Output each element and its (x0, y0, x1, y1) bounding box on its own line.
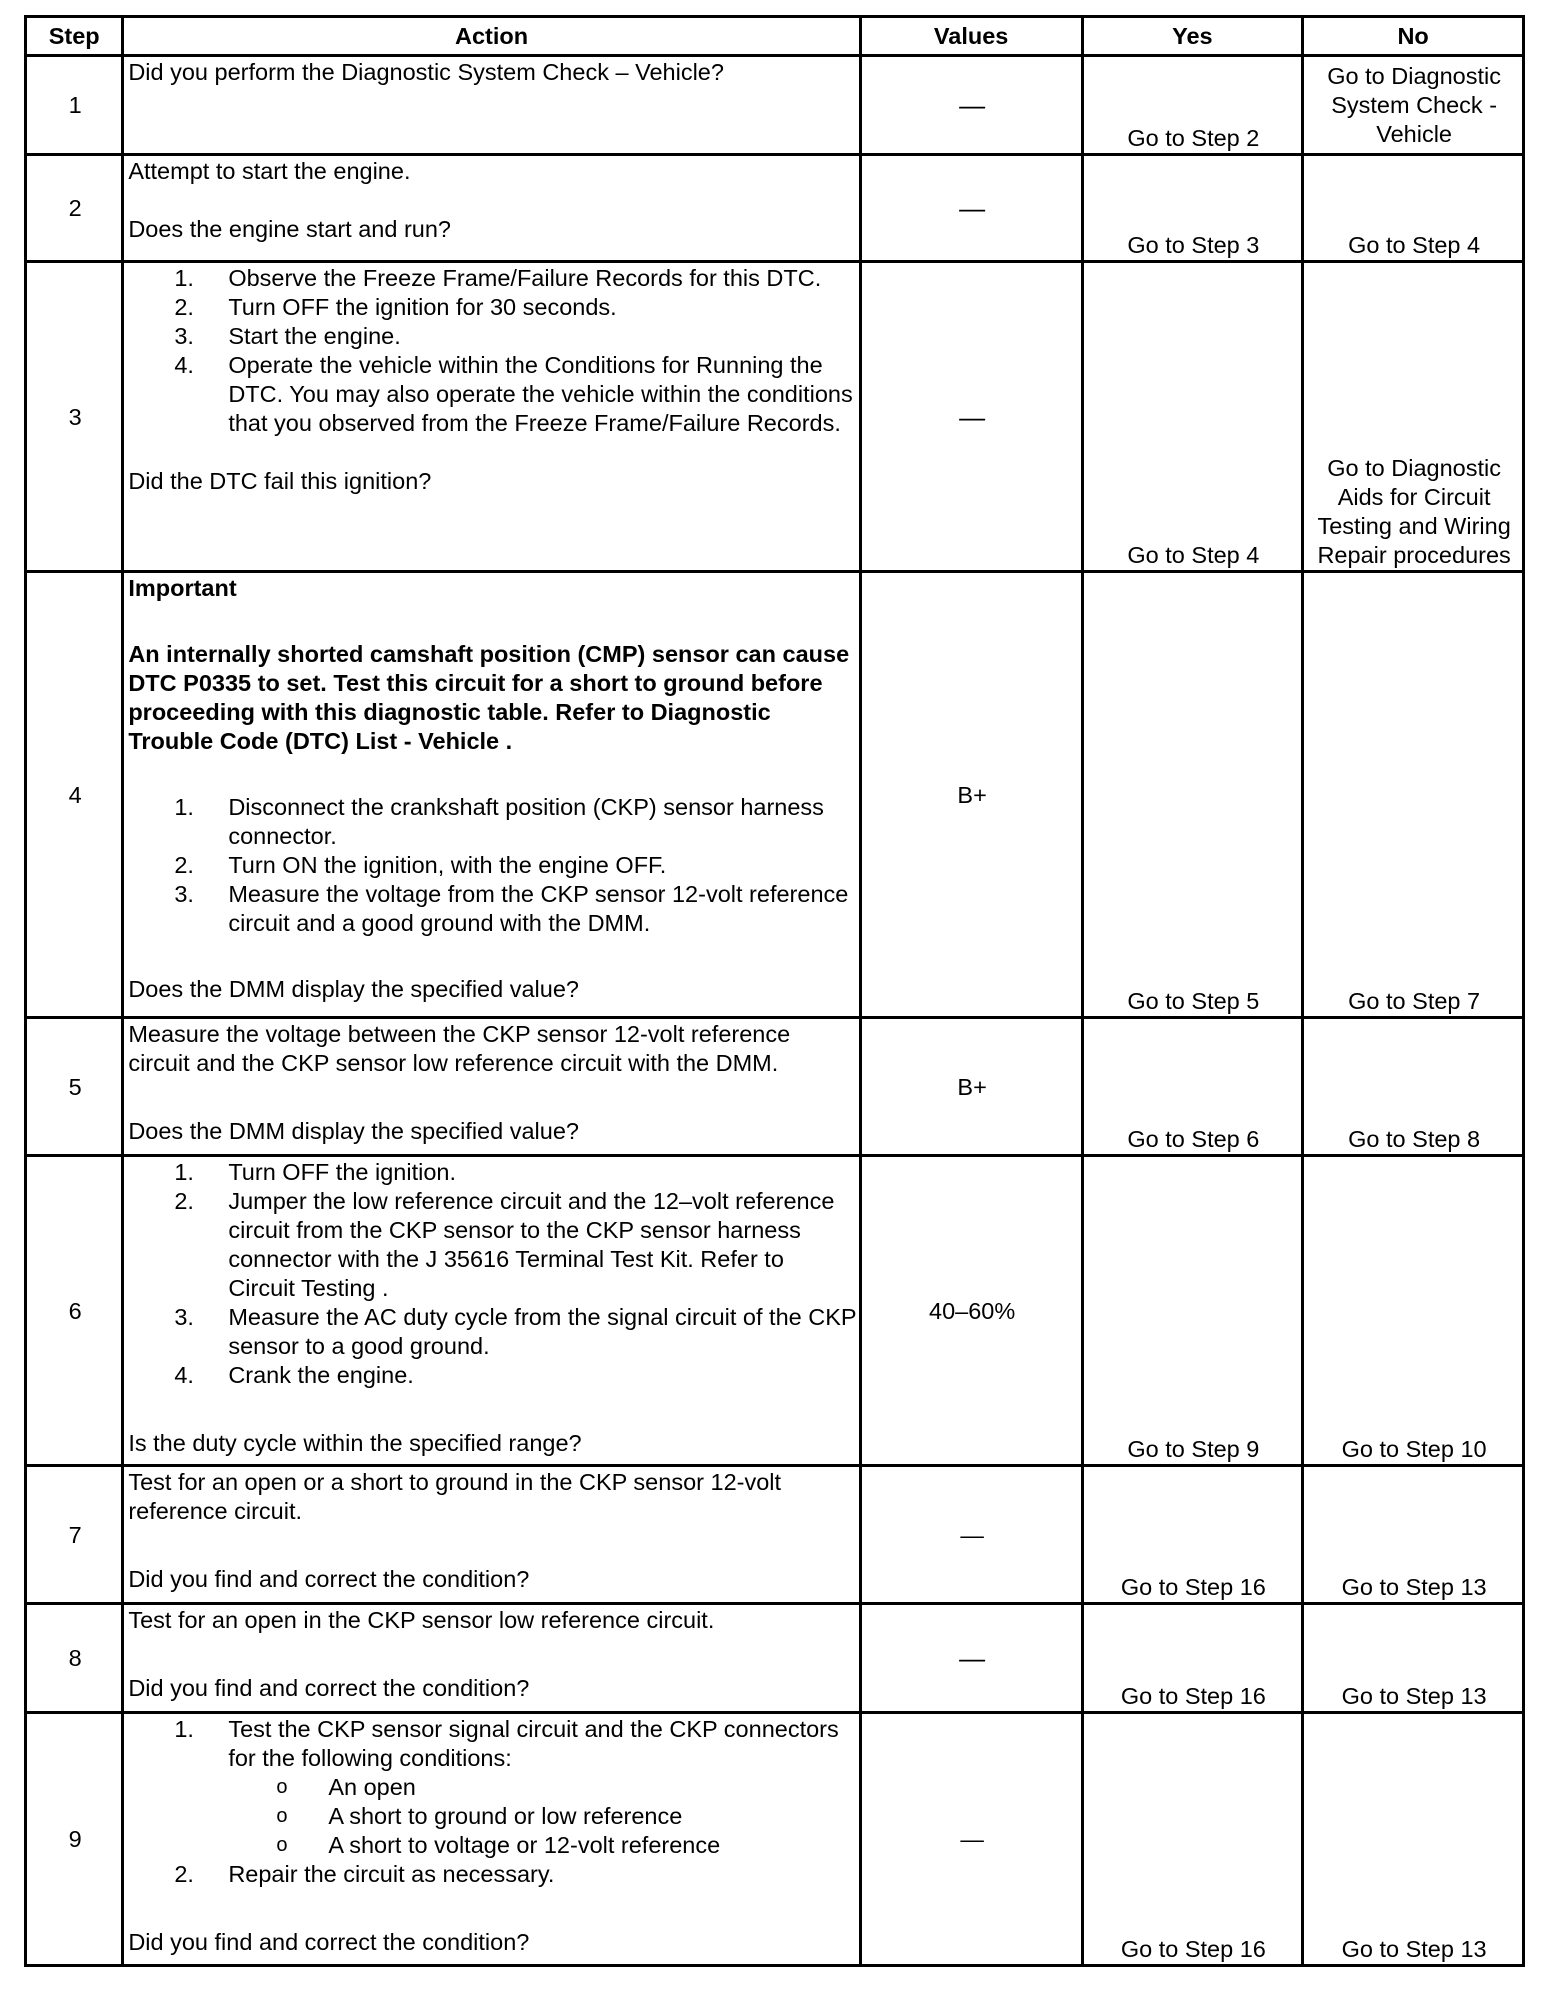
substep-number: 1. (174, 1159, 194, 1185)
yes-cell: Go to Step 3 (1082, 155, 1303, 262)
step-number: 8 (26, 1604, 123, 1713)
no-cell: Go to Step 8 (1303, 1018, 1524, 1156)
substep-text: Turn OFF the ignition. (228, 1159, 457, 1185)
action-question: Does the DMM display the specified value? (128, 976, 579, 1002)
list-item (174, 880, 856, 938)
step-number: 9 (26, 1713, 123, 1966)
table-row (26, 1713, 1524, 1966)
no-cell: Go to Diagnostic System Check - Vehicle (1303, 56, 1524, 155)
header-row (26, 17, 1524, 56)
no-cell: Go to Step 7 (1303, 572, 1524, 1018)
list-item (276, 1773, 856, 1802)
step-number: 3 (26, 262, 123, 572)
header-action: Action (123, 17, 860, 56)
action-text: Test for an open in the CKP sensor low reference circuit. (128, 1607, 715, 1633)
substep-text: Crank the engine. (228, 1362, 414, 1388)
yes-cell: Go to Step 16 (1082, 1604, 1303, 1713)
list-item (174, 1158, 856, 1187)
value-cell: — (860, 262, 1082, 572)
step-number: 4 (26, 572, 123, 1018)
yes-cell: Go to Step 16 (1082, 1713, 1303, 1966)
important-note: An internally shorted camshaft position (CMP) sensor can cause DTC P0335 to set. Test this circuit for a short to ground before proceeding with this diagnostic table. Refer to Diagnostic Trouble Code (DTC) List - Vehicle . (128, 641, 850, 754)
action-cell (123, 1018, 860, 1156)
no-cell: Go to Step 13 (1303, 1713, 1524, 1966)
action-cell (123, 1466, 860, 1604)
action-cell (123, 1713, 860, 1966)
substep-text: Test the CKP sensor signal circuit and the CKP connectors for the following conditions: (228, 1716, 839, 1771)
value-cell: — (860, 155, 1082, 262)
step-number: 1 (26, 56, 123, 155)
action-question: Did you find and correct the condition? (128, 1929, 530, 1955)
action-question: Is the duty cycle within the specified range? (128, 1430, 582, 1456)
value-cell: — (860, 1604, 1082, 1713)
action-text: Measure the voltage between the CKP sensor 12-volt reference circuit and the CKP sensor low reference circuit with the DMM. (128, 1021, 791, 1076)
action-text: Attempt to start the engine. (128, 158, 411, 184)
list-item (174, 264, 856, 293)
substep-text: Measure the AC duty cycle from the signal circuit of the CKP sensor to a good ground. (228, 1304, 857, 1359)
yes-cell: Go to Step 5 (1082, 572, 1303, 1018)
substep-number: 3. (174, 881, 194, 907)
action-cell (123, 1604, 860, 1713)
substep-text: Start the engine. (228, 323, 401, 349)
list-item (174, 1715, 856, 1860)
value-cell: — (860, 1713, 1082, 1966)
list-item (276, 1831, 856, 1860)
substep-number: 3. (174, 323, 194, 349)
bullet-glyph: o (276, 1776, 288, 1798)
substep-number: 1. (174, 265, 194, 291)
list-item (174, 793, 856, 851)
action-question: Did you find and correct the condition? (128, 1566, 530, 1592)
bullet-glyph: o (276, 1834, 288, 1856)
substep-text: Disconnect the crankshaft position (CKP) sensor harness connector. (228, 794, 824, 849)
table-row (26, 1018, 1524, 1156)
substep-list (128, 1158, 856, 1390)
no-cell: Go to Diagnostic Aids for Circuit Testing and Wiring Repair procedures (1303, 262, 1524, 572)
action-cell (123, 572, 860, 1018)
table-row (26, 1604, 1524, 1713)
action-cell (123, 155, 860, 262)
table-row (26, 56, 1524, 155)
value-cell: 40–60% (860, 1156, 1082, 1466)
no-cell: Go to Step 10 (1303, 1156, 1524, 1466)
substep-number: 2. (174, 1188, 194, 1214)
substep-text: Jumper the low reference circuit and the 12–volt reference circuit from the CKP sensor to the CKP sensor harness connector with the J 35616 Terminal Test Kit. Refer to Circuit Testing . (228, 1188, 835, 1301)
no-cell: Go to Step 4 (1303, 155, 1524, 262)
value-cell: — (860, 56, 1082, 155)
table-row (26, 1156, 1524, 1466)
substep-number: 4. (174, 1362, 194, 1388)
header-values: Values (860, 17, 1082, 56)
condition-text: An open (328, 1774, 416, 1800)
condition-list (228, 1773, 856, 1860)
list-item (174, 1187, 856, 1303)
substep-text: Measure the voltage from the CKP sensor 12-volt reference circuit and a good ground with the DMM. (228, 881, 849, 936)
step-number: 6 (26, 1156, 123, 1466)
substep-text: Turn OFF the ignition for 30 seconds. (228, 294, 617, 320)
list-item (174, 1860, 856, 1889)
header-step: Step (26, 17, 123, 56)
yes-cell: Go to Step 16 (1082, 1466, 1303, 1604)
no-cell: Go to Step 13 (1303, 1604, 1524, 1713)
table-row (26, 155, 1524, 262)
action-cell (123, 56, 860, 155)
header-yes: Yes (1082, 17, 1303, 56)
important-label: Important (128, 575, 237, 601)
action-question: Does the engine start and run? (128, 216, 452, 242)
value-cell: B+ (860, 572, 1082, 1018)
substep-number: 1. (174, 1716, 194, 1742)
action-cell (123, 262, 860, 572)
list-item (174, 293, 856, 322)
substep-text: Observe the Freeze Frame/Failure Records for this DTC. (228, 265, 822, 291)
step-number: 5 (26, 1018, 123, 1156)
substep-text: Repair the circuit as necessary. (228, 1861, 555, 1887)
action-question: Does the DMM display the specified value? (128, 1118, 579, 1144)
no-cell: Go to Step 13 (1303, 1466, 1524, 1604)
table-row (26, 262, 1524, 572)
substep-number: 2. (174, 294, 194, 320)
substep-number: 2. (174, 852, 194, 878)
condition-text: A short to voltage or 12-volt reference (328, 1832, 721, 1858)
substep-number: 4. (174, 352, 194, 378)
list-item (276, 1802, 856, 1831)
bullet-glyph: o (276, 1805, 288, 1827)
list-item (174, 1361, 856, 1390)
substep-list (128, 264, 856, 438)
table-row (26, 1466, 1524, 1604)
substep-text: Operate the vehicle within the Conditions for Running the DTC. You may also operate the vehicle within the conditions that you observed from the Freeze Frame/Failure Records. (228, 352, 853, 436)
yes-cell: Go to Step 9 (1082, 1156, 1303, 1466)
substep-number: 2. (174, 1861, 194, 1887)
substep-text: Turn ON the ignition, with the engine OFF. (228, 852, 667, 878)
action-cell (123, 1156, 860, 1466)
yes-cell: Go to Step 2 (1082, 56, 1303, 155)
step-number: 2 (26, 155, 123, 262)
value-cell: B+ (860, 1018, 1082, 1156)
action-question: Did the DTC fail this ignition? (128, 468, 432, 494)
value-cell: — (860, 1466, 1082, 1604)
yes-cell: Go to Step 4 (1082, 262, 1303, 572)
substep-list (128, 1715, 856, 1889)
header-no: No (1303, 17, 1524, 56)
step-number: 7 (26, 1466, 123, 1604)
list-item (174, 322, 856, 351)
substep-number: 1. (174, 794, 194, 820)
table-row (26, 572, 1524, 1018)
substep-list (128, 793, 856, 938)
action-question: Did you find and correct the condition? (128, 1675, 530, 1701)
action-text: Did you perform the Diagnostic System Check – Vehicle? (128, 59, 724, 85)
action-text: Test for an open or a short to ground in the CKP sensor 12-volt reference circuit. (128, 1469, 782, 1524)
condition-text: A short to ground or low reference (328, 1803, 683, 1829)
list-item (174, 851, 856, 880)
diagnostic-table (24, 15, 1525, 1967)
list-item (174, 351, 856, 438)
substep-number: 3. (174, 1304, 194, 1330)
yes-cell: Go to Step 6 (1082, 1018, 1303, 1156)
list-item (174, 1303, 857, 1361)
